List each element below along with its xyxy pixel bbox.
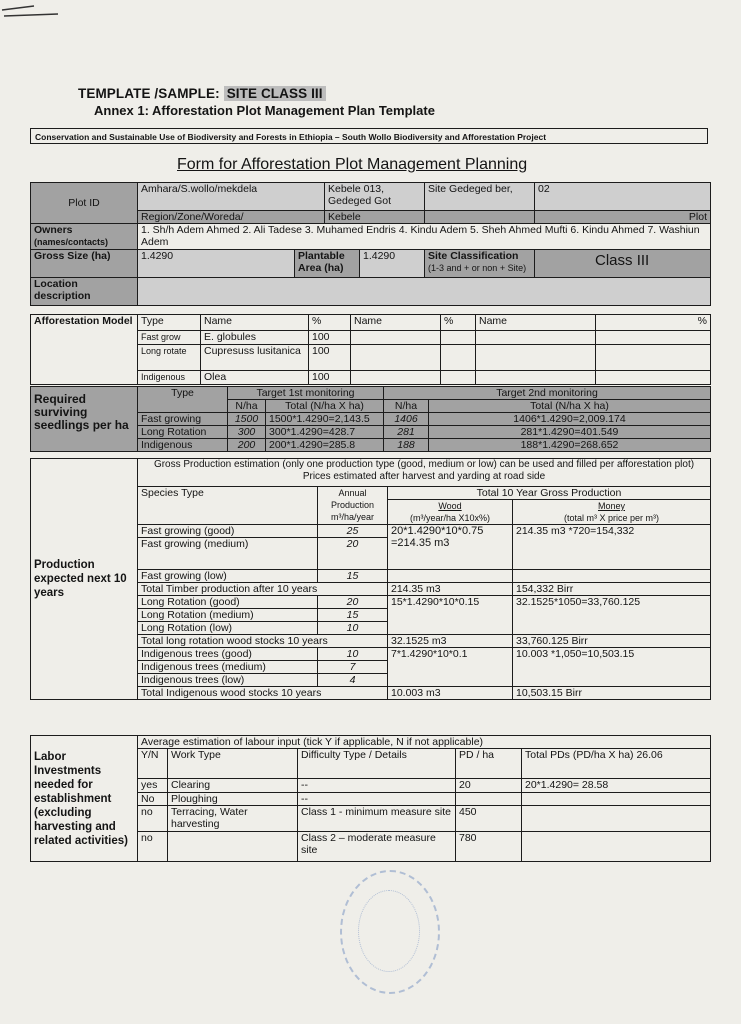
wood-cell — [388, 570, 513, 583]
annual-production-header: Annual Production m³/ha/year — [318, 487, 388, 525]
labor-work: Ploughing — [168, 793, 298, 806]
aff-h-type: Type — [138, 315, 201, 331]
wood-cell: 32.1525 m3 — [388, 635, 513, 648]
production-note: Gross Production estimation (only one production type (good, medium or low) can be used and filled per afforestation plot) Prices estimated after harvest and yarding at road side — [138, 459, 711, 487]
labor-h-work: Work Type — [168, 749, 298, 779]
title-block — [78, 86, 435, 118]
owners-sublabel: (names/contacts) — [34, 237, 109, 247]
money-cell: 32.1525*1050=33,760.125 — [513, 596, 711, 635]
wood-cell: 7*1.4290*10*0.1 — [388, 648, 513, 687]
site-classification-label: Site Classification — [428, 250, 519, 262]
seedling-t1: 1500*1.4290=2,143.5 — [266, 413, 384, 426]
owners-value: 1. Sh/h Adem Ahmed 2. Ali Tadese 3. Muhamed Endris 4. Kindu Adem 5. Sheh Ahmed Mufti 6. Kindu Ahmed 7. Washiun Adem — [138, 224, 711, 250]
money-sub: (total m³ X price per m³) — [563, 513, 659, 523]
seedling-n2: 1406 — [384, 413, 429, 426]
money-cell: 10.003 *1,050=10,503.15 — [513, 648, 711, 687]
plantable-value: 1.4290 — [360, 250, 425, 278]
location-value — [138, 278, 711, 306]
species-total-cell: Total Timber production after 10 years — [138, 583, 388, 596]
seedling-type: Indigenous — [138, 439, 228, 452]
pen-mark — [0, 4, 60, 18]
species-cell: Long Rotation (medium) — [138, 609, 318, 622]
annual-cell: 10 — [318, 622, 388, 635]
kebele-value: Kebele 013, Gedeged Got — [325, 183, 425, 211]
site-value: Site Gedeged ber, — [425, 183, 535, 211]
gross-size-label: Gross Size (ha) — [31, 250, 138, 278]
aff-h-pct1: % — [309, 315, 351, 331]
seedling-n2: 281 — [384, 426, 429, 439]
seedling-t2: 188*1.4290=268.652 — [429, 439, 711, 452]
region-value: Amhara/S.wollo/mekdela — [138, 183, 325, 211]
aff-h-pct3: % — [596, 315, 711, 331]
money-cell — [513, 570, 711, 583]
seedling-n1: 200 — [228, 439, 266, 452]
aff-h-pct2: % — [441, 315, 476, 331]
seedling-type: Fast growing — [138, 413, 228, 426]
species-cell: Fast growing (medium) — [138, 538, 318, 570]
labor-total — [522, 806, 711, 832]
labor-h-yn: Y/N — [138, 749, 168, 779]
aff-row-name: Cupresuss lusitanica — [201, 345, 309, 371]
labor-h-pd: PD / ha — [456, 749, 522, 779]
money-cell: 154,332 Birr — [513, 583, 711, 596]
wood-cell: 214.35 m3 — [388, 583, 513, 596]
annex-title: Annex 1: Afforestation Plot Management Plan Template — [94, 103, 435, 118]
production-table — [30, 458, 711, 700]
aff-row-pct: 100 — [309, 331, 351, 345]
annual-cell: 10 — [318, 648, 388, 661]
labor-table — [30, 735, 711, 862]
nha1-header: N/ha — [228, 400, 266, 413]
afforestation-table — [30, 314, 711, 385]
labor-diff: Class 1 - minimum measure site — [298, 806, 456, 832]
seedling-n2: 188 — [384, 439, 429, 452]
labor-pd: 20 — [456, 779, 522, 793]
wood-cell: 20*1.4290*10*0.75 =214.35 m3 — [388, 525, 513, 570]
official-stamp — [340, 870, 440, 994]
labor-work: Clearing — [168, 779, 298, 793]
annual-cell: 4 — [318, 674, 388, 687]
region-label: Region/Zone/Woreda/ — [138, 211, 325, 224]
labor-work — [168, 832, 298, 862]
labor-h-diff: Difficulty Type / Details — [298, 749, 456, 779]
plot-value: 02 — [535, 183, 711, 211]
species-total-cell: Total long rotation wood stocks 10 years — [138, 635, 388, 648]
plot-table — [30, 182, 711, 306]
project-line: Conservation and Sustainable Use of Biodiversity and Forests in Ethiopia – South Wollo Biodiversity and Afforestation Project — [30, 128, 708, 144]
money-cell: 33,760.125 Birr — [513, 635, 711, 648]
gross-size-value: 1.4290 — [138, 250, 295, 278]
aff-h-name2: Name — [351, 315, 441, 331]
seedlings-label: Required surviving seedlings per ha — [31, 387, 138, 452]
species-cell: Indigenous trees (good) — [138, 648, 318, 661]
template-label: TEMPLATE /SAMPLE: — [78, 86, 220, 101]
annual-cell: 25 — [318, 525, 388, 538]
species-cell: Long Rotation (low) — [138, 622, 318, 635]
plot-label: Plot — [535, 211, 711, 224]
nha2-header: N/ha — [384, 400, 429, 413]
labor-yn: No — [138, 793, 168, 806]
owners-label: Owners — [34, 224, 73, 236]
annual-cell: 7 — [318, 661, 388, 674]
species-cell: Long Rotation (good) — [138, 596, 318, 609]
aff-row-name: Olea — [201, 371, 309, 385]
labor-total — [522, 832, 711, 862]
aff-row-type: Indigenous — [138, 371, 201, 385]
annual-cell: 15 — [318, 609, 388, 622]
labor-work: Terracing, Water harvesting — [168, 806, 298, 832]
production-label: Production expected next 10 years — [31, 459, 138, 700]
labor-label: Labor Investments needed for establishment (excluding harvesting and related activities) — [31, 736, 138, 862]
seedlings-type-header: Type — [138, 387, 228, 413]
seedling-type: Long Rotation — [138, 426, 228, 439]
total-10yr-header: Total 10 Year Gross Production — [388, 487, 711, 500]
labor-yn: yes — [138, 779, 168, 793]
wood-sub: (m³/year/ha X10x%) — [409, 513, 491, 523]
aff-h-name3: Name — [476, 315, 596, 331]
afforestation-label: Afforestation Model — [31, 315, 138, 385]
site-classification-value: Class III — [535, 250, 711, 278]
aff-row-name: E. globules — [201, 331, 309, 345]
labor-h-total: Total PDs (PD/ha X ha) 26.06 — [522, 749, 711, 779]
species-cell: Indigenous trees (low) — [138, 674, 318, 687]
seedling-n1: 300 — [228, 426, 266, 439]
wood-cell: 15*1.4290*10*0.15 — [388, 596, 513, 635]
labor-pd: 450 — [456, 806, 522, 832]
money-cell: 10,503.15 Birr — [513, 687, 711, 700]
aff-row-pct: 100 — [309, 371, 351, 385]
form-title: Form for Afforestation Plot Management Planning — [177, 156, 528, 173]
labor-total: 20*1.4290= 28.58 — [522, 779, 711, 793]
labor-diff: Class 2 – moderate measure site — [298, 832, 456, 862]
site-class-highlight: SITE CLASS III — [224, 86, 326, 101]
labor-note: Average estimation of labour input (tick Y if applicable, N if not applicable) — [138, 736, 711, 749]
seedling-t1: 200*1.4290=285.8 — [266, 439, 384, 452]
annual-cell: 20 — [318, 596, 388, 609]
money-cell: 214.35 m3 *720=154,332 — [513, 525, 711, 570]
species-total-cell: Total Indigenous wood stocks 10 years — [138, 687, 388, 700]
target1-header: Target 1st monitoring — [228, 387, 384, 400]
seedling-t1: 300*1.4290=428.7 — [266, 426, 384, 439]
aff-row-pct: 100 — [309, 345, 351, 371]
species-cell: Fast growing (good) — [138, 525, 318, 538]
species-type-header: Species Type — [138, 487, 318, 525]
labor-total — [522, 793, 711, 806]
location-label: Location description — [31, 278, 138, 306]
wood-header: Wood — [438, 501, 462, 511]
annual-cell: 20 — [318, 538, 388, 570]
plantable-label: Plantable Area (ha) — [295, 250, 360, 278]
aff-row-type: Long rotate — [138, 345, 201, 371]
labor-diff: -- — [298, 779, 456, 793]
seedling-t2: 1406*1.4290=2,009.174 — [429, 413, 711, 426]
kebele-label: Kebele — [325, 211, 425, 224]
labor-pd: 780 — [456, 832, 522, 862]
site-classification-sub: (1-3 and + or non + Site) — [428, 263, 527, 273]
aff-row-type: Fast grow — [138, 331, 201, 345]
seedling-t2: 281*1.4290=401.549 — [429, 426, 711, 439]
plot-id-label: Plot ID — [31, 183, 138, 224]
labor-diff: -- — [298, 793, 456, 806]
total1-header: Total (N/ha X ha) — [266, 400, 384, 413]
species-cell: Fast growing (low) — [138, 570, 318, 583]
total2-header: Total (N/ha X ha) — [429, 400, 711, 413]
aff-h-name1: Name — [201, 315, 309, 331]
labor-yn: no — [138, 806, 168, 832]
target2-header: Target 2nd monitoring — [384, 387, 711, 400]
annual-cell: 15 — [318, 570, 388, 583]
wood-cell: 10.003 m3 — [388, 687, 513, 700]
labor-pd — [456, 793, 522, 806]
seedlings-table — [30, 386, 711, 452]
labor-yn: no — [138, 832, 168, 862]
money-header: Money — [597, 501, 625, 511]
seedling-n1: 1500 — [228, 413, 266, 426]
species-cell: Indigenous trees (medium) — [138, 661, 318, 674]
